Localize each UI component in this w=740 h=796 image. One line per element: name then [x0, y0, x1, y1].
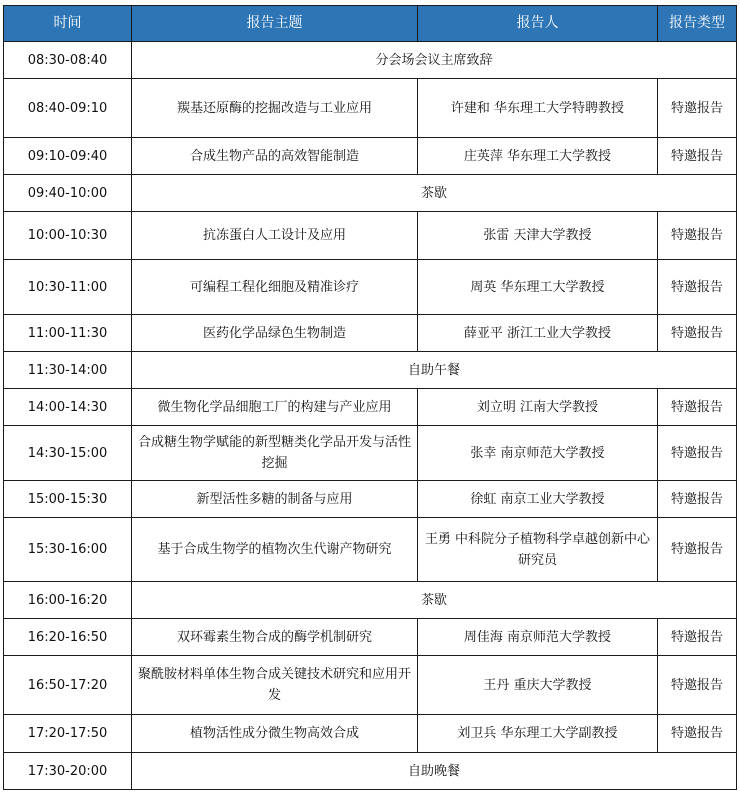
time-cell: 16:00-16:20 — [4, 582, 132, 619]
topic-cell: 合成生物产品的高效智能制造 — [132, 138, 418, 175]
topic-cell: 可编程工程化细胞及精准诊疗 — [132, 260, 418, 315]
speaker-cell: 张雷 天津大学教授 — [418, 212, 658, 260]
header-row — [4, 6, 737, 42]
speaker-cell: 许建和 华东理工大学特聘教授 — [418, 79, 658, 138]
speaker-cell: 张幸 南京师范大学教授 — [418, 426, 658, 481]
table-row — [4, 518, 737, 582]
type-cell: 特邀报告 — [658, 79, 737, 138]
merged-cell: 分会场会议主席致辞 — [132, 42, 737, 79]
table-row — [4, 389, 737, 426]
topic-cell: 抗冻蛋白人工设计及应用 — [132, 212, 418, 260]
table-row — [4, 352, 737, 389]
header-speaker: 报告人 — [418, 6, 658, 42]
table-row — [4, 79, 737, 138]
type-cell: 特邀报告 — [658, 389, 737, 426]
time-cell: 08:30-08:40 — [4, 42, 132, 79]
table-row — [4, 715, 737, 753]
table-row — [4, 212, 737, 260]
time-cell: 17:30-20:00 — [4, 753, 132, 790]
time-cell: 11:00-11:30 — [4, 315, 132, 352]
speaker-cell: 徐虹 南京工业大学教授 — [418, 481, 658, 518]
table-row — [4, 42, 737, 79]
type-cell: 特邀报告 — [658, 212, 737, 260]
speaker-cell: 庄英萍 华东理工大学教授 — [418, 138, 658, 175]
table-row — [4, 753, 737, 790]
topic-cell: 羰基还原酶的挖掘改造与工业应用 — [132, 79, 418, 138]
header-topic: 报告主题 — [132, 6, 418, 42]
type-cell: 特邀报告 — [658, 315, 737, 352]
schedule-table — [3, 5, 737, 790]
type-cell: 特邀报告 — [658, 260, 737, 315]
topic-cell: 合成糖生物学赋能的新型糖类化学品开发与活性挖掘 — [132, 426, 418, 481]
topic-cell: 医药化学品绿色生物制造 — [132, 315, 418, 352]
topic-cell: 基于合成生物学的植物次生代谢产物研究 — [132, 518, 418, 582]
time-cell: 16:20-16:50 — [4, 619, 132, 656]
merged-cell: 茶歇 — [132, 582, 737, 619]
speaker-cell: 薛亚平 浙江工业大学教授 — [418, 315, 658, 352]
table-row — [4, 138, 737, 175]
merged-cell: 自助午餐 — [132, 352, 737, 389]
time-cell: 15:30-16:00 — [4, 518, 132, 582]
time-cell: 16:50-17:20 — [4, 656, 132, 715]
table-row — [4, 656, 737, 715]
time-cell: 09:10-09:40 — [4, 138, 132, 175]
topic-cell: 新型活性多糖的制备与应用 — [132, 481, 418, 518]
topic-cell: 聚酰胺材料单体生物合成关键技术研究和应用开发 — [132, 656, 418, 715]
table-row — [4, 481, 737, 518]
time-cell: 15:00-15:30 — [4, 481, 132, 518]
topic-cell: 双环霉素生物合成的酶学机制研究 — [132, 619, 418, 656]
type-cell: 特邀报告 — [658, 715, 737, 753]
type-cell: 特邀报告 — [658, 656, 737, 715]
table-row — [4, 260, 737, 315]
topic-cell: 植物活性成分微生物高效合成 — [132, 715, 418, 753]
speaker-cell: 王勇 中科院分子植物科学卓越创新中心研究员 — [418, 518, 658, 582]
speaker-cell: 刘立明 江南大学教授 — [418, 389, 658, 426]
time-cell: 14:00-14:30 — [4, 389, 132, 426]
merged-cell: 茶歇 — [132, 175, 737, 212]
type-cell: 特邀报告 — [658, 518, 737, 582]
time-cell: 14:30-15:00 — [4, 426, 132, 481]
time-cell: 09:40-10:00 — [4, 175, 132, 212]
type-cell: 特邀报告 — [658, 426, 737, 481]
speaker-cell: 周英 华东理工大学教授 — [418, 260, 658, 315]
type-cell: 特邀报告 — [658, 138, 737, 175]
schedule-header — [4, 6, 737, 42]
table-row — [4, 315, 737, 352]
speaker-cell: 王丹 重庆大学教授 — [418, 656, 658, 715]
time-cell: 11:30-14:00 — [4, 352, 132, 389]
time-cell: 10:00-10:30 — [4, 212, 132, 260]
speaker-cell: 周佳海 南京师范大学教授 — [418, 619, 658, 656]
type-cell: 特邀报告 — [658, 481, 737, 518]
time-cell: 10:30-11:00 — [4, 260, 132, 315]
time-cell: 08:40-09:10 — [4, 79, 132, 138]
merged-cell: 自助晚餐 — [132, 753, 737, 790]
table-row — [4, 619, 737, 656]
table-row — [4, 582, 737, 619]
speaker-cell: 刘卫兵 华东理工大学副教授 — [418, 715, 658, 753]
table-row — [4, 175, 737, 212]
type-cell: 特邀报告 — [658, 619, 737, 656]
table-row — [4, 426, 737, 481]
topic-cell: 微生物化学品细胞工厂的构建与产业应用 — [132, 389, 418, 426]
time-cell: 17:20-17:50 — [4, 715, 132, 753]
header-time: 时间 — [4, 6, 132, 42]
header-type: 报告类型 — [658, 6, 737, 42]
